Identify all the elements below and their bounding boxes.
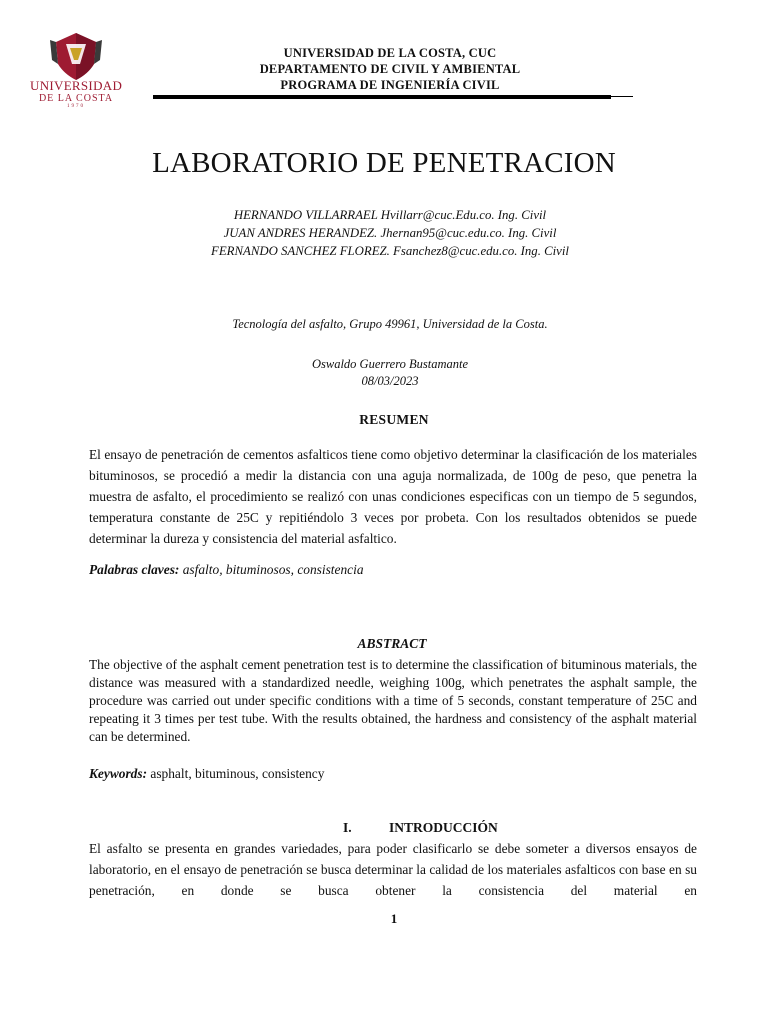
keywords-value: asphalt, bituminous, consistency bbox=[150, 766, 325, 781]
document-date: 08/03/2023 bbox=[361, 374, 419, 388]
header-department: DEPARTAMENTO DE CIVIL Y AMBIENTAL bbox=[259, 62, 521, 76]
author-line: FERNANDO SANCHEZ FLOREZ. Fsanchez8@cuc.edu.co. Ing. Civil bbox=[211, 244, 569, 258]
teacher-name: Oswaldo Guerrero Bustamante bbox=[311, 357, 468, 371]
logo-wordmark-line1: UNIVERSIDAD bbox=[30, 78, 123, 93]
section-title: INTRODUCCIÓN bbox=[389, 820, 498, 835]
page-title: LABORATORIO DE PENETRACION bbox=[152, 147, 616, 179]
logo-wordmark-line2: DE LA COSTA bbox=[38, 93, 114, 104]
logo-wordmark-year: 1970 bbox=[67, 104, 85, 109]
header-rule bbox=[153, 95, 611, 99]
author-line: HERNANDO VILLARRAEL Hvillarr@cuc.Edu.co. Ing. Civil bbox=[233, 208, 547, 222]
shield-icon bbox=[50, 33, 102, 80]
resumen-text: El ensayo de penetración de cementos asfalticos tiene como objetivo determinar la clasificación de los materiales bituminosos, se procedió a medir la distancia con una aguja normalizada, de 100g de peso, que penetra la muestra de asfalto, el procedimiento se realizó con unas condiciones especificas con un tiempo de 5 segundos, temperatura constante de 25C y repitiéndolo 3 veces por probeta. Con los resultados obtenidos se puede determinar la dureza y consistencia del material asfaltico. bbox=[89, 447, 697, 546]
author-line: JUAN ANDRES HERANDEZ. Jhernan95@cuc.edu.co. Ing. Civil bbox=[223, 226, 557, 240]
abstract-text: The objective of the asphalt cement penetration test is to determine the classification of bituminous materials, the distance was measured with a standardized needle, weighing 100g, which penetrates the asphalt sample, the procedure was carried out under specific conditions with a time of 5 seconds, constant temperature of 25C and repeating it 3 times per test tube. With the results obtained, the hardness and consistency of the asphalt material can be determined. bbox=[89, 657, 697, 744]
abstract-keywords bbox=[89, 766, 697, 782]
section-number: I. bbox=[343, 820, 352, 835]
header-university: UNIVERSIDAD DE LA COSTA, CUC bbox=[283, 46, 497, 60]
header-program: PROGRAMA DE INGENIERÍA CIVIL bbox=[280, 78, 500, 92]
resumen-heading: RESUMEN bbox=[359, 412, 429, 427]
keywords-value: asfalto, bituminosos, consistencia bbox=[182, 562, 364, 577]
teacher-info bbox=[100, 356, 680, 390]
keywords-label: Palabras claves: bbox=[89, 562, 180, 577]
keywords-label: Keywords: bbox=[89, 766, 148, 781]
author-list bbox=[100, 206, 680, 260]
course-info: Tecnología del asfalto, Grupo 49961, Universidad de la Costa. bbox=[232, 317, 548, 331]
page-number: 1 bbox=[390, 911, 398, 926]
document-header bbox=[150, 45, 630, 93]
abstract-heading: ABSTRACT bbox=[357, 636, 427, 651]
introduction-text: El asfalto se presenta en grandes variedades, para poder clasificarlo se debe someter a diversos ensayos de laboratorio, en el ensayo de penetración se busca determinar la calidad de los materiales asfalticos con base en su penetración, en donde se busca obtener la consistencia del material en bbox=[89, 841, 697, 898]
header-rule-thin bbox=[611, 96, 633, 97]
resumen-keywords bbox=[89, 562, 697, 578]
introduction-heading bbox=[343, 820, 498, 836]
